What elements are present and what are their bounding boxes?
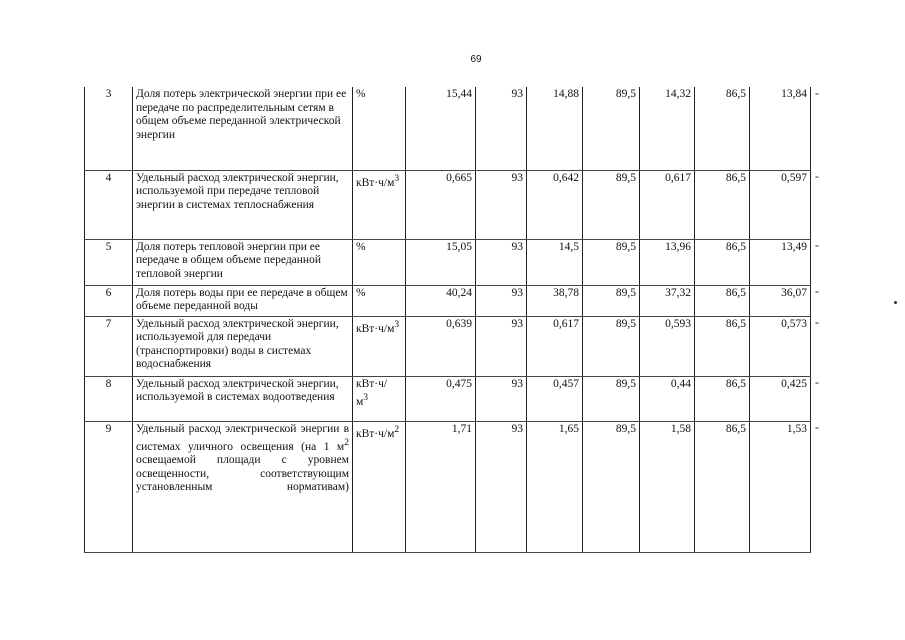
note-cell: - — [811, 285, 829, 316]
name-superscript: 2 — [344, 437, 349, 448]
value-cell: 86,5 — [695, 316, 750, 376]
unit-text: кВт·ч/м — [356, 427, 395, 440]
table-row — [85, 421, 829, 552]
value-cell: 86,5 — [695, 170, 750, 239]
value-cell: 37,32 — [640, 285, 695, 316]
value-cell: 15,44 — [406, 87, 476, 170]
unit-text: кВт·ч/ — [356, 377, 388, 390]
indicator-name: Доля потерь электрической энергии при ее передаче по распределительным сетям в общем объеме переданной электрической энергии — [133, 87, 353, 170]
value-cell: 93 — [476, 376, 527, 421]
unit-superscript: 3 — [394, 318, 400, 330]
value-cell: 0,642 — [527, 170, 583, 239]
value-cell: 86,5 — [695, 285, 750, 316]
value-cell: 38,78 — [527, 285, 583, 316]
indicator-name — [133, 421, 353, 552]
unit-text: кВт·ч/м — [356, 176, 395, 189]
page-number: 69 — [470, 54, 482, 65]
table-row — [85, 170, 829, 239]
value-cell: 89,5 — [583, 170, 640, 239]
row-number: 5 — [85, 239, 133, 285]
table-row — [85, 239, 829, 285]
value-cell: 0,665 — [406, 170, 476, 239]
value-cell: 14,5 — [527, 239, 583, 285]
value-cell: 1,53 — [750, 421, 811, 552]
value-cell: 15,05 — [406, 239, 476, 285]
value-cell: 0,457 — [527, 376, 583, 421]
table-row — [85, 285, 829, 316]
indicator-name: Доля потерь тепловой энергии при ее передаче в общем объеме переданной тепловой энергии — [133, 239, 353, 285]
value-cell: 40,24 — [406, 285, 476, 316]
row-number: 3 — [85, 87, 133, 170]
table-row — [85, 316, 829, 376]
indicator-name: Доля потерь воды при ее передаче в общем объеме переданной воды — [133, 285, 353, 316]
row-number: 6 — [85, 285, 133, 316]
value-cell: 13,96 — [640, 239, 695, 285]
value-cell: 93 — [476, 239, 527, 285]
value-cell: 93 — [476, 87, 527, 170]
value-cell: 0,617 — [640, 170, 695, 239]
unit-cell — [353, 239, 406, 285]
value-cell: 93 — [476, 285, 527, 316]
value-cell: 86,5 — [695, 87, 750, 170]
value-cell: 86,5 — [695, 421, 750, 552]
value-cell: 86,5 — [695, 376, 750, 421]
value-cell: 1,71 — [406, 421, 476, 552]
indicator-name-part2: освещаемой площади с уровнем освещенности, соответствующим установленным нормативам) — [136, 454, 349, 494]
unit-text: % — [356, 240, 366, 253]
value-cell: 93 — [476, 316, 527, 376]
unit-text-line2: м — [356, 395, 364, 408]
table-row — [85, 87, 829, 170]
note-cell: - — [811, 376, 829, 421]
value-cell: 93 — [476, 170, 527, 239]
unit-cell — [353, 376, 406, 421]
note-cell: - — [811, 170, 829, 239]
row-number: 7 — [85, 316, 133, 376]
value-cell: 86,5 — [695, 239, 750, 285]
value-cell: 89,5 — [583, 421, 640, 552]
unit-cell — [353, 285, 406, 316]
value-cell: 13,49 — [750, 239, 811, 285]
unit-superscript: 3 — [363, 392, 369, 403]
value-cell: 0,597 — [750, 170, 811, 239]
note-cell: - — [811, 421, 829, 552]
unit-text: % — [356, 88, 366, 100]
row-number: 8 — [85, 376, 133, 421]
unit-cell — [353, 316, 406, 376]
value-cell: 89,5 — [583, 376, 640, 421]
value-cell: 14,88 — [527, 87, 583, 170]
value-cell: 1,65 — [527, 421, 583, 552]
unit-cell — [353, 421, 406, 552]
value-cell: 89,5 — [583, 316, 640, 376]
value-cell: 14,32 — [640, 87, 695, 170]
note-cell: - — [811, 316, 829, 376]
scan-speck — [894, 301, 897, 304]
value-cell: 36,07 — [750, 285, 811, 316]
unit-text: % — [356, 286, 366, 299]
value-cell: 13,84 — [750, 87, 811, 170]
value-cell: 89,5 — [583, 285, 640, 316]
indicator-name: Удельный расход электрической энергии, используемой для передачи (транспортировки) воды в системах водоснабжения — [133, 316, 353, 376]
value-cell: 0,475 — [406, 376, 476, 421]
row-number: 9 — [85, 421, 133, 552]
value-cell: 0,617 — [527, 316, 583, 376]
note-cell: - — [811, 239, 829, 285]
row-number: 4 — [85, 170, 133, 239]
value-cell: 0,593 — [640, 316, 695, 376]
unit-cell — [353, 170, 406, 239]
value-cell: 89,5 — [583, 239, 640, 285]
value-cell: 0,44 — [640, 376, 695, 421]
unit-cell — [353, 87, 406, 170]
indicators-table — [84, 87, 829, 553]
table-row — [85, 376, 829, 421]
indicator-name-part1: Удельный расход электрической энергии в системах уличного освещения (на 1 м — [136, 422, 349, 453]
note-cell: - — [811, 87, 829, 170]
unit-superscript: 2 — [394, 423, 400, 435]
unit-text: кВт·ч/м — [356, 322, 395, 335]
indicator-name: Удельный расход электрической энергии, используемой в системах водоотведения — [133, 376, 353, 421]
value-cell: 0,639 — [406, 316, 476, 376]
value-cell: 93 — [476, 421, 527, 552]
value-cell: 1,58 — [640, 421, 695, 552]
indicator-name: Удельный расход электрической энергии, используемой при передаче тепловой энергии в системах теплоснабжения — [133, 170, 353, 239]
unit-superscript: 3 — [394, 172, 400, 184]
value-cell: 0,425 — [750, 376, 811, 421]
value-cell: 89,5 — [583, 87, 640, 170]
value-cell: 0,573 — [750, 316, 811, 376]
